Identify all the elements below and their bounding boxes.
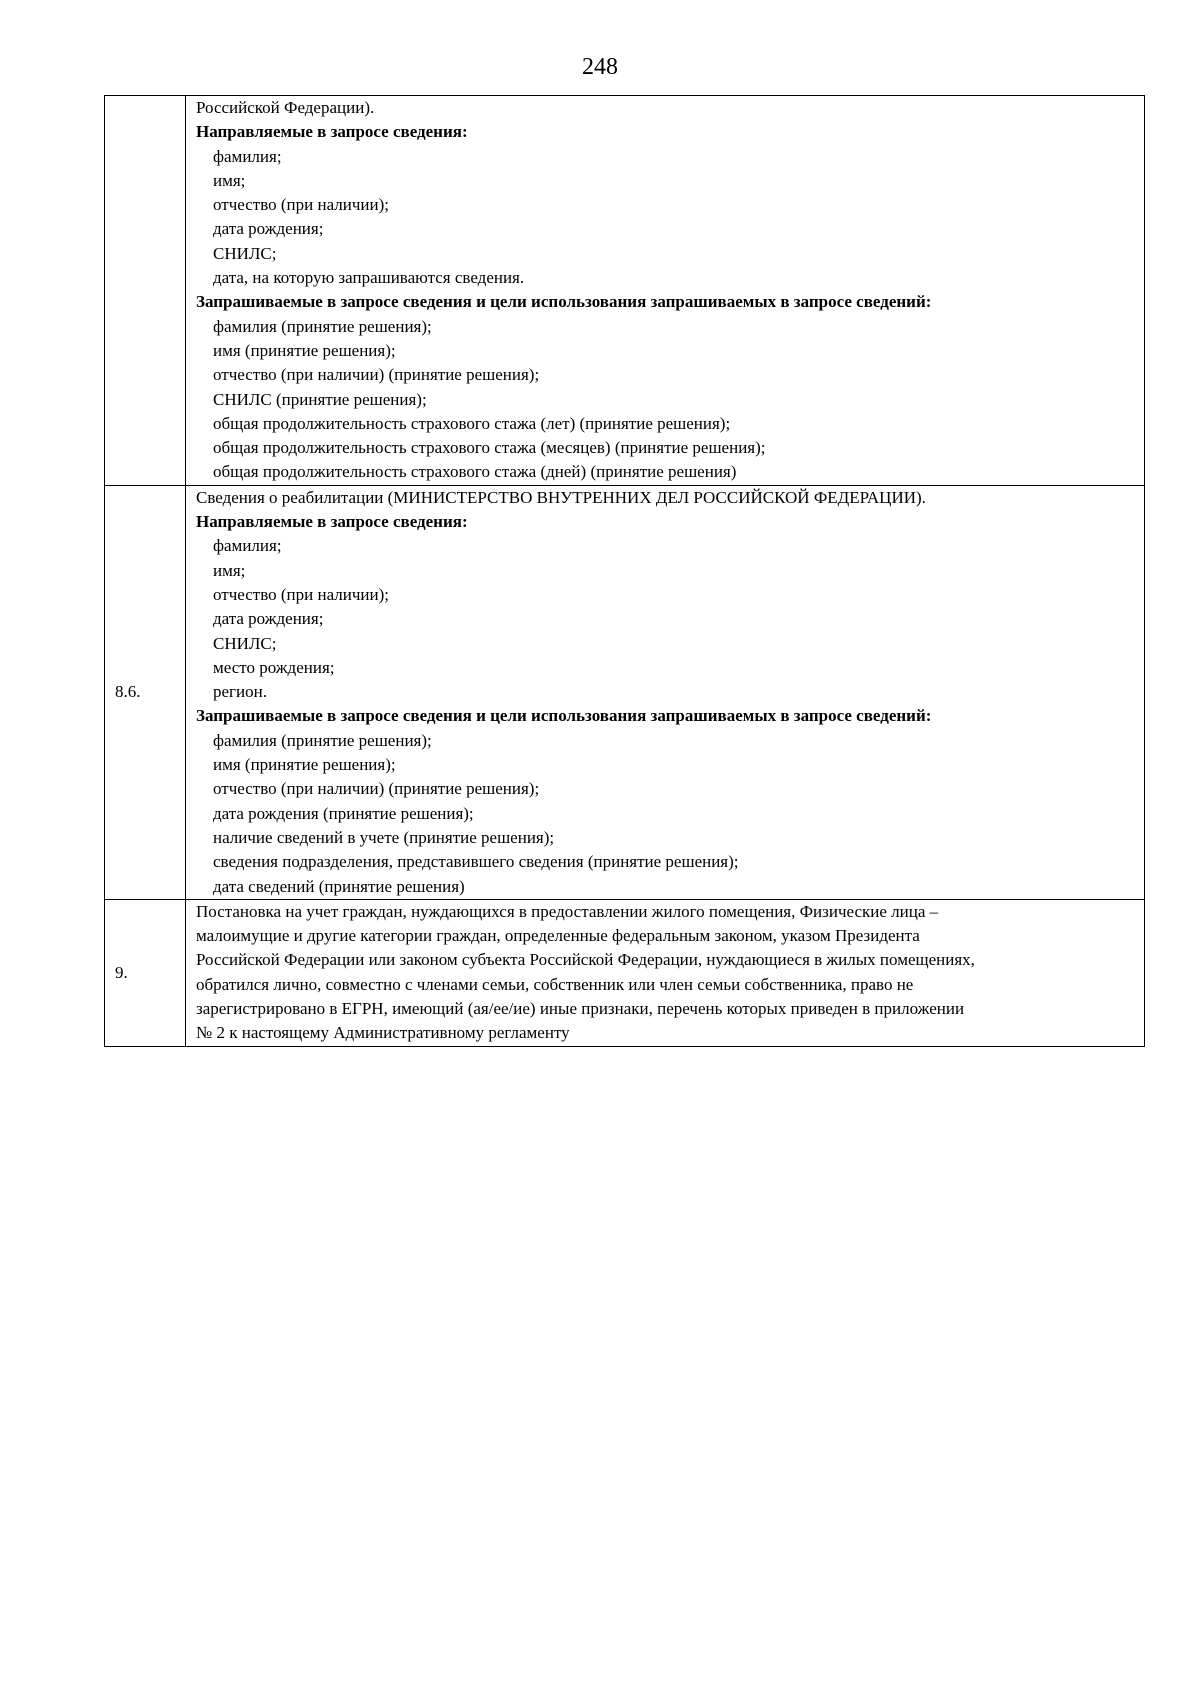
content-line: общая продолжительность страхового стажа (лет) (принятие решения); <box>213 413 731 433</box>
row-content-cell <box>186 96 1145 486</box>
row-number-cell: 8.6. <box>105 485 186 899</box>
content-line: дата рождения (принятие решения); <box>213 803 474 823</box>
content-line: фамилия; <box>213 536 282 556</box>
content-line: наличие сведений в учете (принятие решения); <box>213 827 555 847</box>
content-line: СНИЛС (принятие решения); <box>213 389 427 409</box>
content-line: дата, на которую запрашиваются сведения. <box>213 268 525 288</box>
content-line: фамилия (принятие решения); <box>213 730 432 750</box>
table-row <box>105 899 1145 1046</box>
content-line: зарегистрировано в ЕГРН, имеющий (ая/ее/ие) иные признаки, перечень которых приведен в приложении <box>196 998 965 1018</box>
content-line: фамилия (принятие решения); <box>213 316 432 336</box>
content-line: СНИЛС; <box>213 243 277 263</box>
row-number-cell: 9. <box>105 899 186 1046</box>
content-line: Сведения о реабилитации (МИНИСТЕРСТВО ВНУТРЕННИХ ДЕЛ РОССИЙСКОЙ ФЕДЕРАЦИИ). <box>196 487 926 507</box>
content-line: имя; <box>213 170 246 190</box>
section-heading: Направляемые в запросе сведения: <box>196 512 468 532</box>
page-number: 248 <box>582 54 618 80</box>
content-line: общая продолжительность страхового стажа (дней) (принятие решения) <box>213 462 737 482</box>
content-line: малоимущие и другие категории граждан, определенные федеральным законом, указом Президента <box>196 926 920 946</box>
table-row <box>105 96 1145 486</box>
content-line: дата сведений (принятие решения) <box>213 876 465 896</box>
content-line: Постановка на учет граждан, нуждающихся в предоставлении жилого помещения, Физические лица – <box>196 901 939 921</box>
row-number-cell <box>105 96 186 486</box>
content-line: имя (принятие решения); <box>213 340 396 360</box>
content-line: сведения подразделения, представившего сведения (принятие решения); <box>213 852 739 872</box>
section-heading: Запрашиваемые в запросе сведения и цели использования запрашиваемых в запросе сведений: <box>196 292 932 312</box>
content-line: имя (принятие решения); <box>213 755 396 775</box>
content-line: регион. <box>213 682 267 702</box>
section-heading: Запрашиваемые в запросе сведения и цели использования запрашиваемых в запросе сведений: <box>196 706 932 726</box>
content-line: обратился лично, совместно с членами семьи, собственник или член семьи собственника, право не <box>196 974 914 994</box>
content-line: дата рождения; <box>213 609 324 629</box>
content-line: дата рождения; <box>213 219 324 239</box>
content-line: отчество (при наличии); <box>213 584 389 604</box>
content-line: отчество (при наличии) (принятие решения); <box>213 365 540 385</box>
content-line: фамилия; <box>213 146 282 166</box>
content-line: Российской Федерации или законом субъекта Российской Федерации, нуждающиеся в жилых помещениях, <box>196 950 975 970</box>
content-line: отчество (при наличии); <box>213 195 389 215</box>
services-table <box>104 95 1145 1047</box>
section-heading: Направляемые в запросе сведения: <box>196 122 468 142</box>
table-row <box>105 485 1145 899</box>
content-line: отчество (при наличии) (принятие решения); <box>213 779 540 799</box>
content-line: общая продолжительность страхового стажа (месяцев) (принятие решения); <box>213 438 766 458</box>
table-body <box>105 96 1145 1047</box>
content-line: Российской Федерации). <box>196 98 375 117</box>
content-line: имя; <box>213 560 246 580</box>
content-line: место рождения; <box>213 657 335 677</box>
row-content-cell <box>186 899 1145 1046</box>
row-content-cell <box>186 485 1145 899</box>
content-line: № 2 к настоящему Административному регламенту <box>196 1023 570 1043</box>
content-line: СНИЛС; <box>213 633 277 653</box>
